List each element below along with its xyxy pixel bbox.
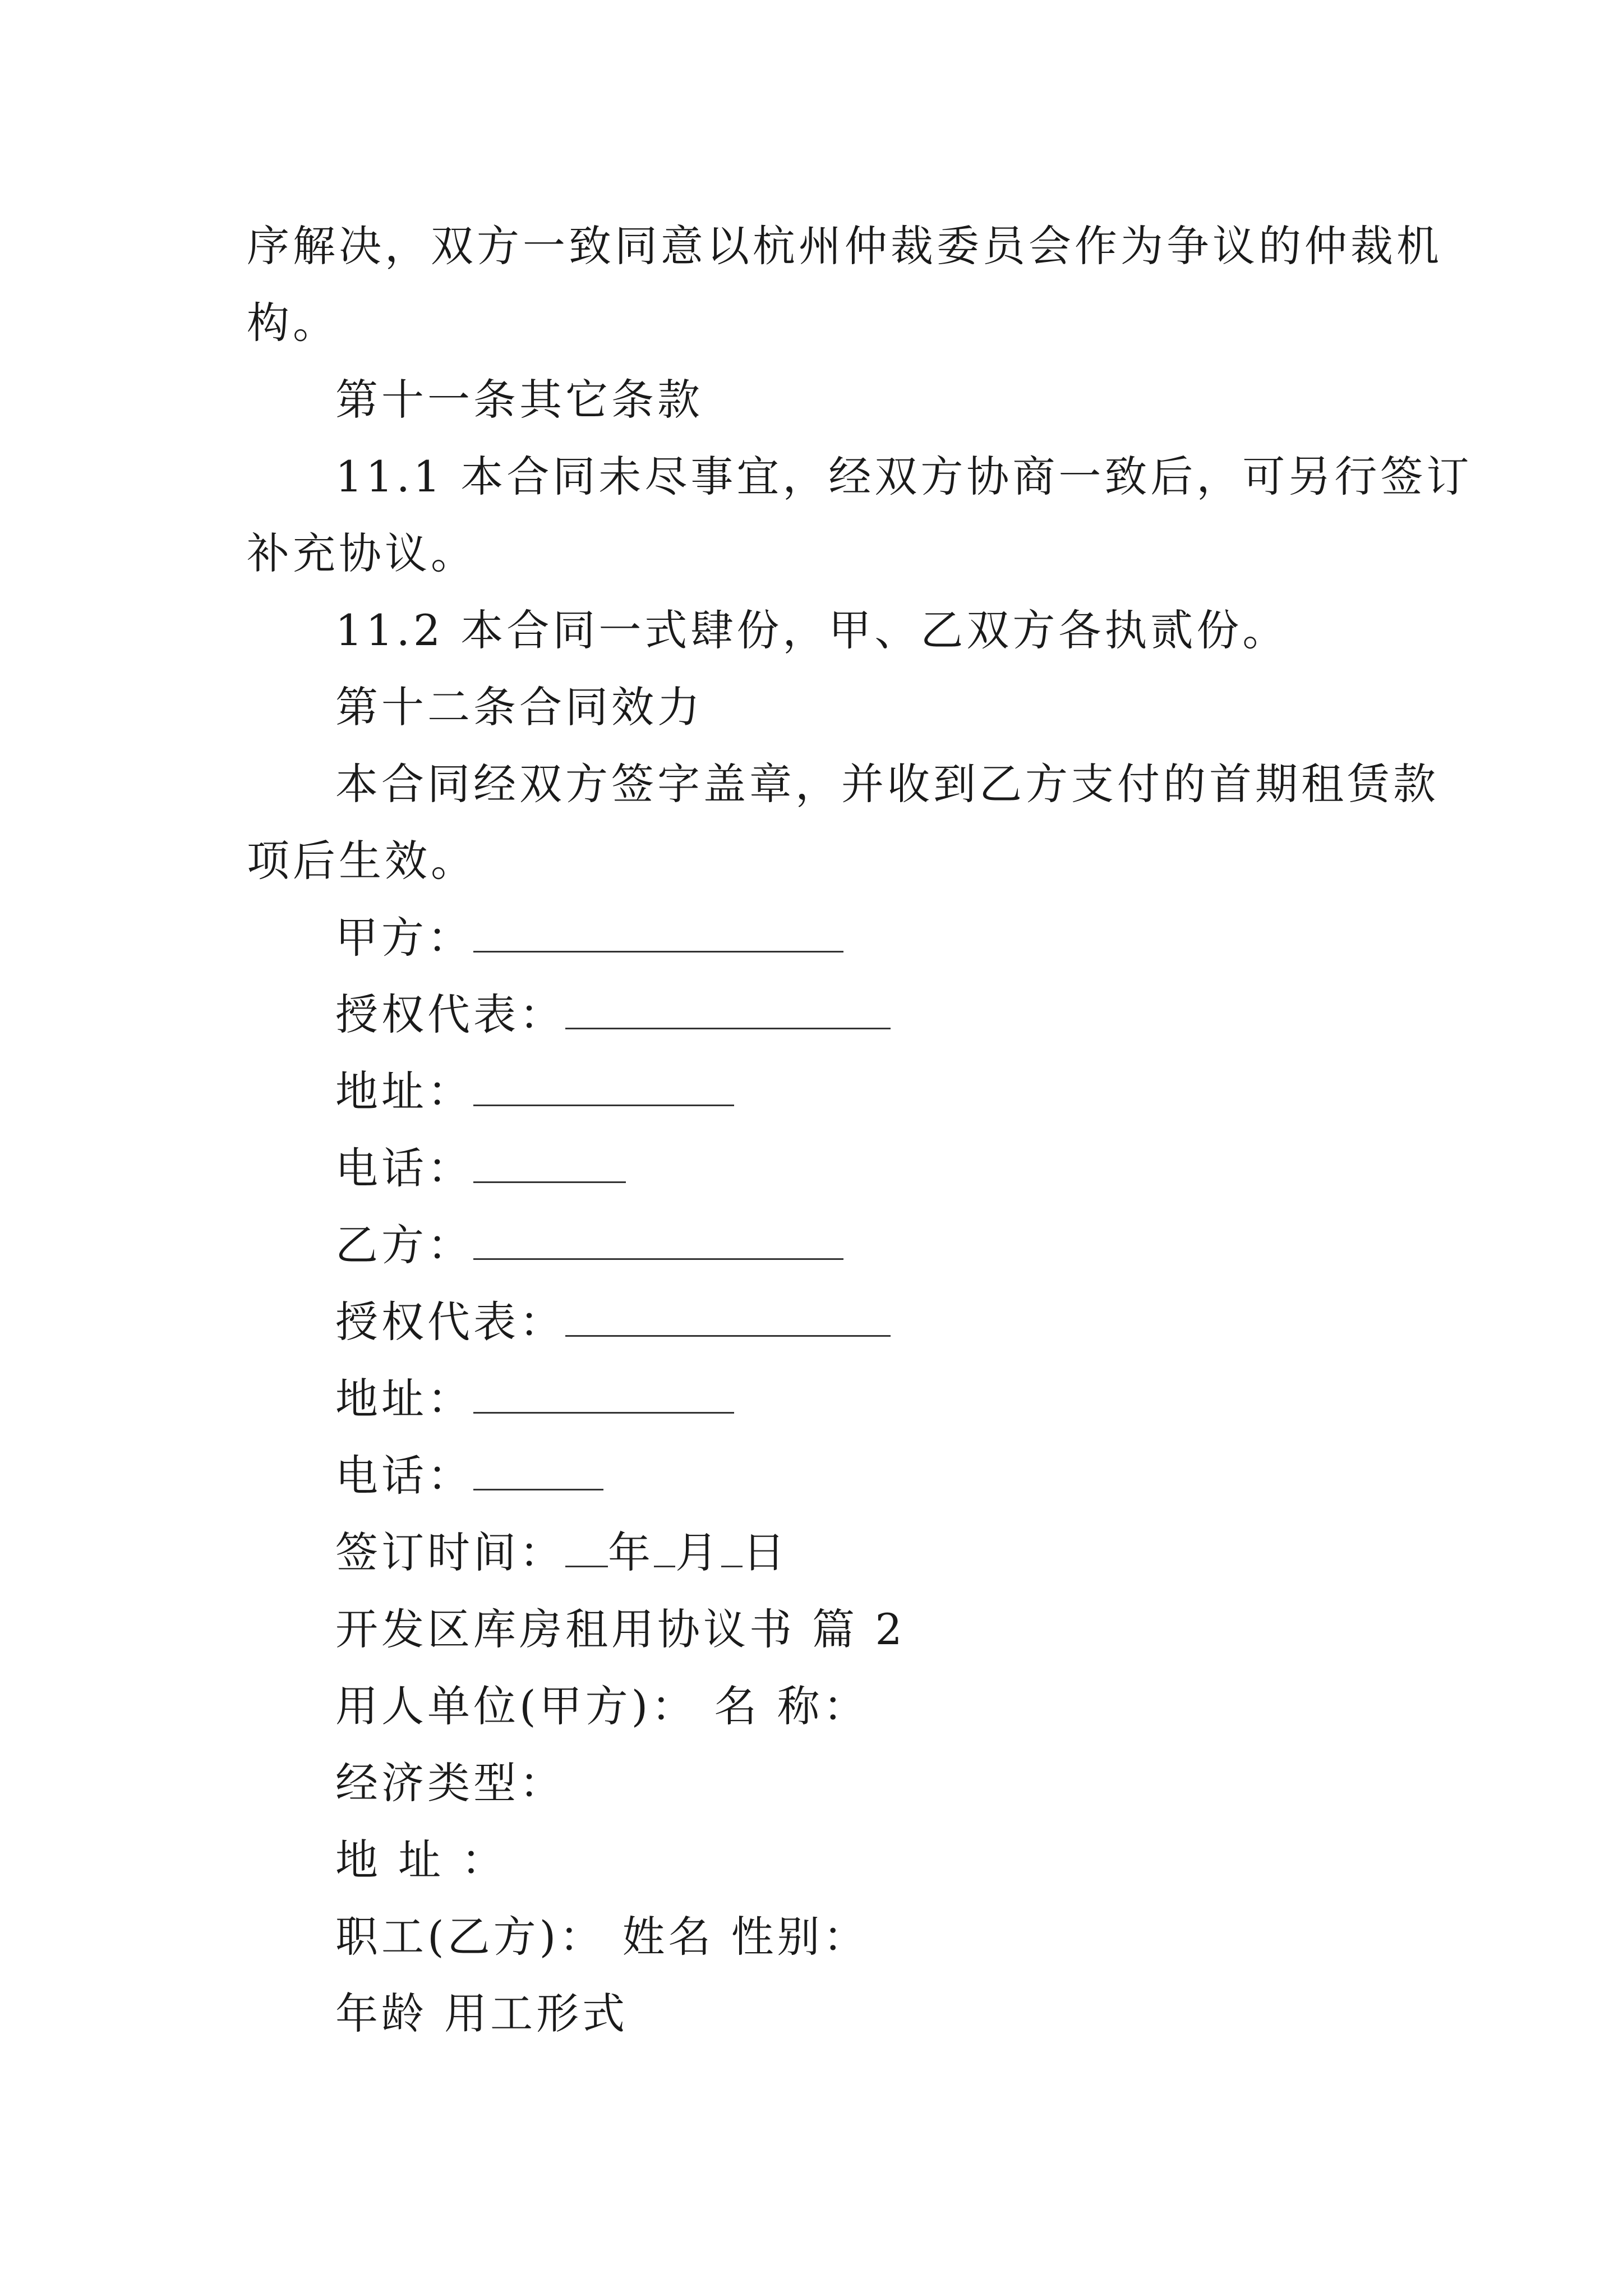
econ-type-line: 经济类型：: [335, 1758, 565, 1808]
party-a-addr-blank[interactable]: [473, 1071, 734, 1106]
sign-year-blank[interactable]: [565, 1532, 608, 1567]
party-a-rep-blank[interactable]: [565, 994, 891, 1029]
party-a-tel-label: 电话：: [335, 1143, 473, 1193]
party-b-addr-label: 地址：: [335, 1374, 473, 1424]
paragraph-line: 11.2 本合同一式肆份，甲、乙双方各执贰份。: [335, 605, 1289, 655]
party-b-tel-label: 电话：: [335, 1451, 473, 1501]
party-b-rep-label: 授权代表：: [335, 1297, 565, 1347]
sign-time-label: 签订时间：: [335, 1527, 565, 1577]
party-a-rep-field: [247, 976, 1380, 1053]
party-b-blank[interactable]: [473, 1225, 843, 1260]
party-a-addr-label: 地址：: [335, 1066, 473, 1116]
sign-time-field: [247, 1514, 1380, 1591]
party-a-field: [247, 899, 1380, 976]
paragraph-line: 本合同经双方签字盖章，并收到乙方支付的首期租赁款: [335, 759, 1439, 809]
party-b-tel-blank[interactable]: [473, 1455, 603, 1490]
document-page: [247, 208, 1473, 2052]
sign-day-label: 日: [743, 1527, 789, 1577]
paragraph-line: 补充协议。: [247, 528, 477, 578]
party-a-rep-label: 授权代表：: [335, 990, 565, 1039]
party-a-label: 甲方：: [335, 913, 473, 963]
party-b-addr-field: [247, 1360, 1380, 1437]
party-b-rep-field: [247, 1283, 1380, 1360]
party-b-tel-field: [247, 1437, 1380, 1514]
age-form-line: 年龄 用工形式: [335, 1989, 629, 2039]
party-b-addr-blank[interactable]: [473, 1378, 734, 1414]
paragraph-line: 11.1 本合同未尽事宜，经双方协商一致后，可另行签订: [335, 452, 1473, 501]
address-line: 地 址 ：: [335, 1835, 508, 1885]
section-2-title: 开发区库房租用协议书 篇 2: [335, 1604, 906, 1654]
paragraph-line: 序解决，双方一致同意以杭州仲裁委员会作为争议的仲裁机: [247, 221, 1442, 271]
employer-line: 用人单位(甲方)： 名 称：: [335, 1681, 869, 1731]
sign-month-blank[interactable]: [654, 1532, 675, 1567]
party-a-blank[interactable]: [473, 917, 843, 953]
sign-year-label: 年: [608, 1527, 654, 1577]
sign-month-label: 月: [675, 1527, 721, 1577]
article-11-title: 第十一条其它条款: [335, 375, 703, 425]
party-a-addr-field: [247, 1053, 1380, 1130]
party-b-label: 乙方：: [335, 1220, 473, 1270]
party-b-rep-blank[interactable]: [565, 1301, 891, 1337]
article-12-title: 第十二条合同效力: [335, 682, 703, 732]
party-b-field: [247, 1207, 1380, 1283]
party-a-tel-field: [247, 1130, 1380, 1207]
paragraph-line: 构。: [247, 298, 339, 348]
employee-line: 职工(乙方)： 姓名 性别：: [335, 1912, 869, 1962]
paragraph-line: 项后生效。: [247, 836, 477, 886]
party-a-tel-blank[interactable]: [473, 1148, 626, 1183]
sign-day-blank[interactable]: [721, 1532, 743, 1567]
